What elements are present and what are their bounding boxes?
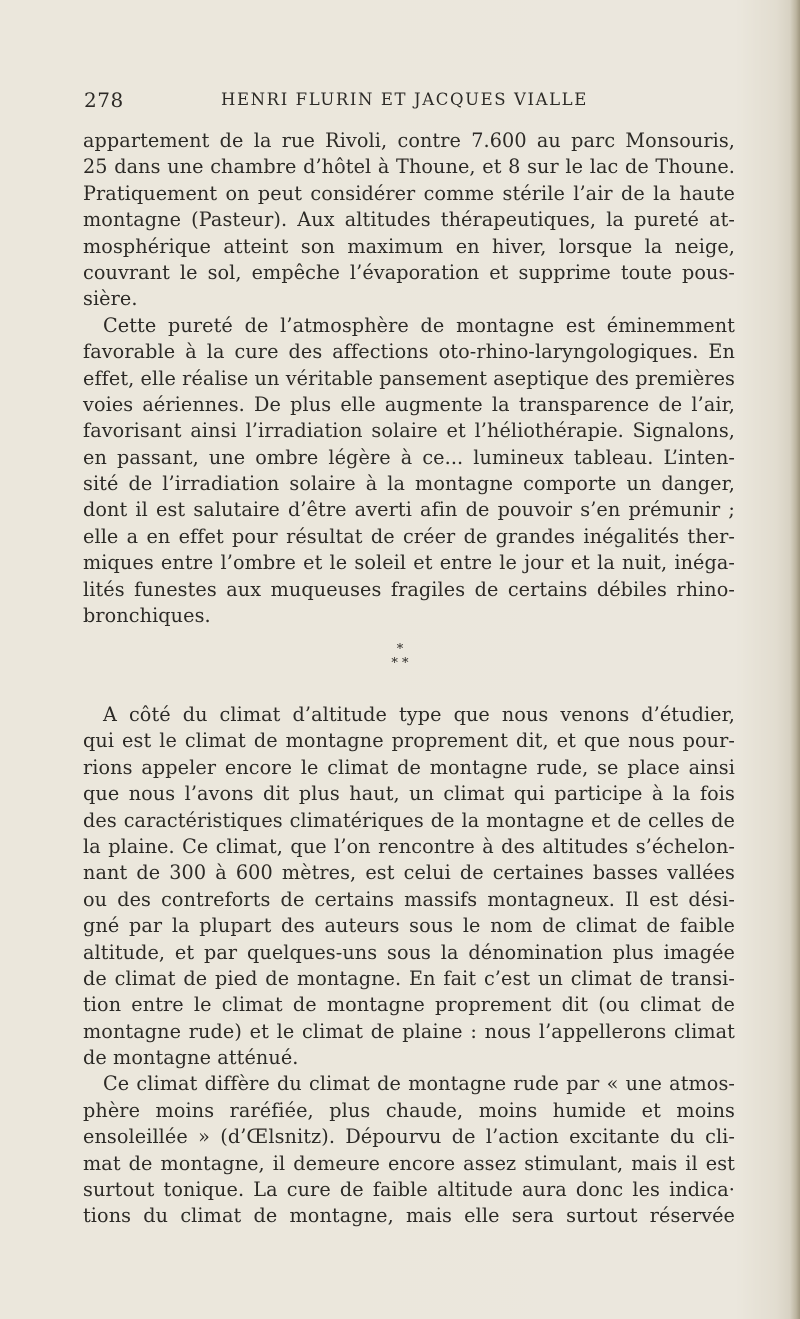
text-line: Ce climat diffère du climat de montagne rude par « une atmos- [103,1072,735,1096]
text-line: miques entre l’ombre et le soleil et entre le jour et la nuit, inéga- [83,551,735,575]
text-line: la plaine. Ce climat, que l’on rencontre à des altitudes s’échelon- [83,834,735,858]
text-line: favorable à la cure des affections oto-rhino-laryngologiques. En [83,340,735,364]
text-line: voies aériennes. De plus elle augmente la transparence de l’air, [83,392,735,416]
text-line: nant de 300 à 600 mètres, est celui de certaines basses vallées [83,861,735,885]
text-line: rions appeler encore le climat de montagne rude, se place ainsi [83,755,735,779]
text-line: mosphérique atteint son maximum en hiver, lorsque la neige, [83,234,735,258]
text-line: elle a en effet pour résultat de créer de grandes inégalités ther- [83,524,735,548]
text-line: A côté du climat d’altitude type que nous venons d’étudier, [103,703,735,726]
text-line: appartement de la rue Rivoli, contre 7.600 au parc Monsouris, [83,129,735,152]
text-line: qui est le climat de montagne proprement dit, et que nous pour- [83,729,735,753]
text-line: des caractéristiques climatériques de la montagne et de celles de [83,808,735,832]
text-line: effet, elle réalise un véritable pansement aseptique des premières [83,366,735,390]
text-line: mat de montagne, il demeure encore assez stimulant, mais il est [83,1151,735,1175]
page-number: 278 [84,88,124,112]
section-1-text [83,128,735,629]
text-line: favorisant ainsi l’irradiation solaire et l’héliothérapie. Signalons, [83,419,735,443]
text-line: tions du climat de montagne, mais elle sera surtout réservée [83,1204,735,1228]
text-line: surtout tonique. La cure de faible altitude aura donc les indica· [83,1178,735,1202]
text-line: en passant, une ombre légère à ce... lumineux tableau. L’inten- [83,445,735,469]
running-head: HENRI FLURIN ET JACQUES VIALLE [221,90,588,109]
asterism-top: * [396,642,404,657]
text-line: sité de l’irradiation solaire à la montagne comporte un danger, [83,472,735,496]
text-line: de climat de pied de montagne. En fait c’est un climat de transi- [83,966,735,990]
text-line: ensoleillée » (d’Œlsnitz). Dépourvu de l’action excitante du cli- [83,1125,735,1149]
text-line: de montagne atténué. [83,1046,299,1070]
text-line: lités funestes aux muqueuses fragiles de certains débiles rhino- [83,577,735,601]
text-line: montagne rude) et le climat de plaine : nous l’appellerons climat [83,1019,735,1043]
text-line: gné par la plupart des auteurs sous le nom de climat de faible [83,914,735,938]
page-header [84,88,734,118]
text-line: 25 dans une chambre d’hôtel à Thoune, et 8 sur le lac de Thoune. [83,155,735,179]
text-line: sière. [83,287,138,311]
section-separator-asterism [380,643,420,671]
text-line: montagne (Pasteur). Aux altitudes thérapeutiques, la pureté at- [83,208,735,232]
text-line: couvrant le sol, empêche l’évaporation et supprime toute pous- [83,260,735,284]
text-line: bronchiques. [83,604,211,628]
text-line: Pratiquement on peut considérer comme stérile l’air de la haute [83,181,735,205]
text-line: Cette pureté de l’atmosphère de montagne est éminemment [103,313,735,337]
text-line: altitude, et par quelques-uns sous la dénomination plus imagée [83,940,735,964]
text-line: ou des contreforts de certains massifs montagneux. Il est dési- [83,887,735,911]
text-line: dont il est salutaire d’être averti afin de pouvoir s’en prémunir ; [83,498,735,522]
text-line: phère moins raréfiée, plus chaude, moins humide et moins [83,1098,735,1122]
page-edge-shadow [790,0,800,1319]
text-line: tion entre le climat de montagne proprement dit (ou climat de [83,993,735,1017]
text-line: que nous l’avons dit plus haut, un climat qui participe à la fois [83,782,735,806]
asterism-bottom: * * [391,656,409,671]
section-2-text [83,702,735,1230]
